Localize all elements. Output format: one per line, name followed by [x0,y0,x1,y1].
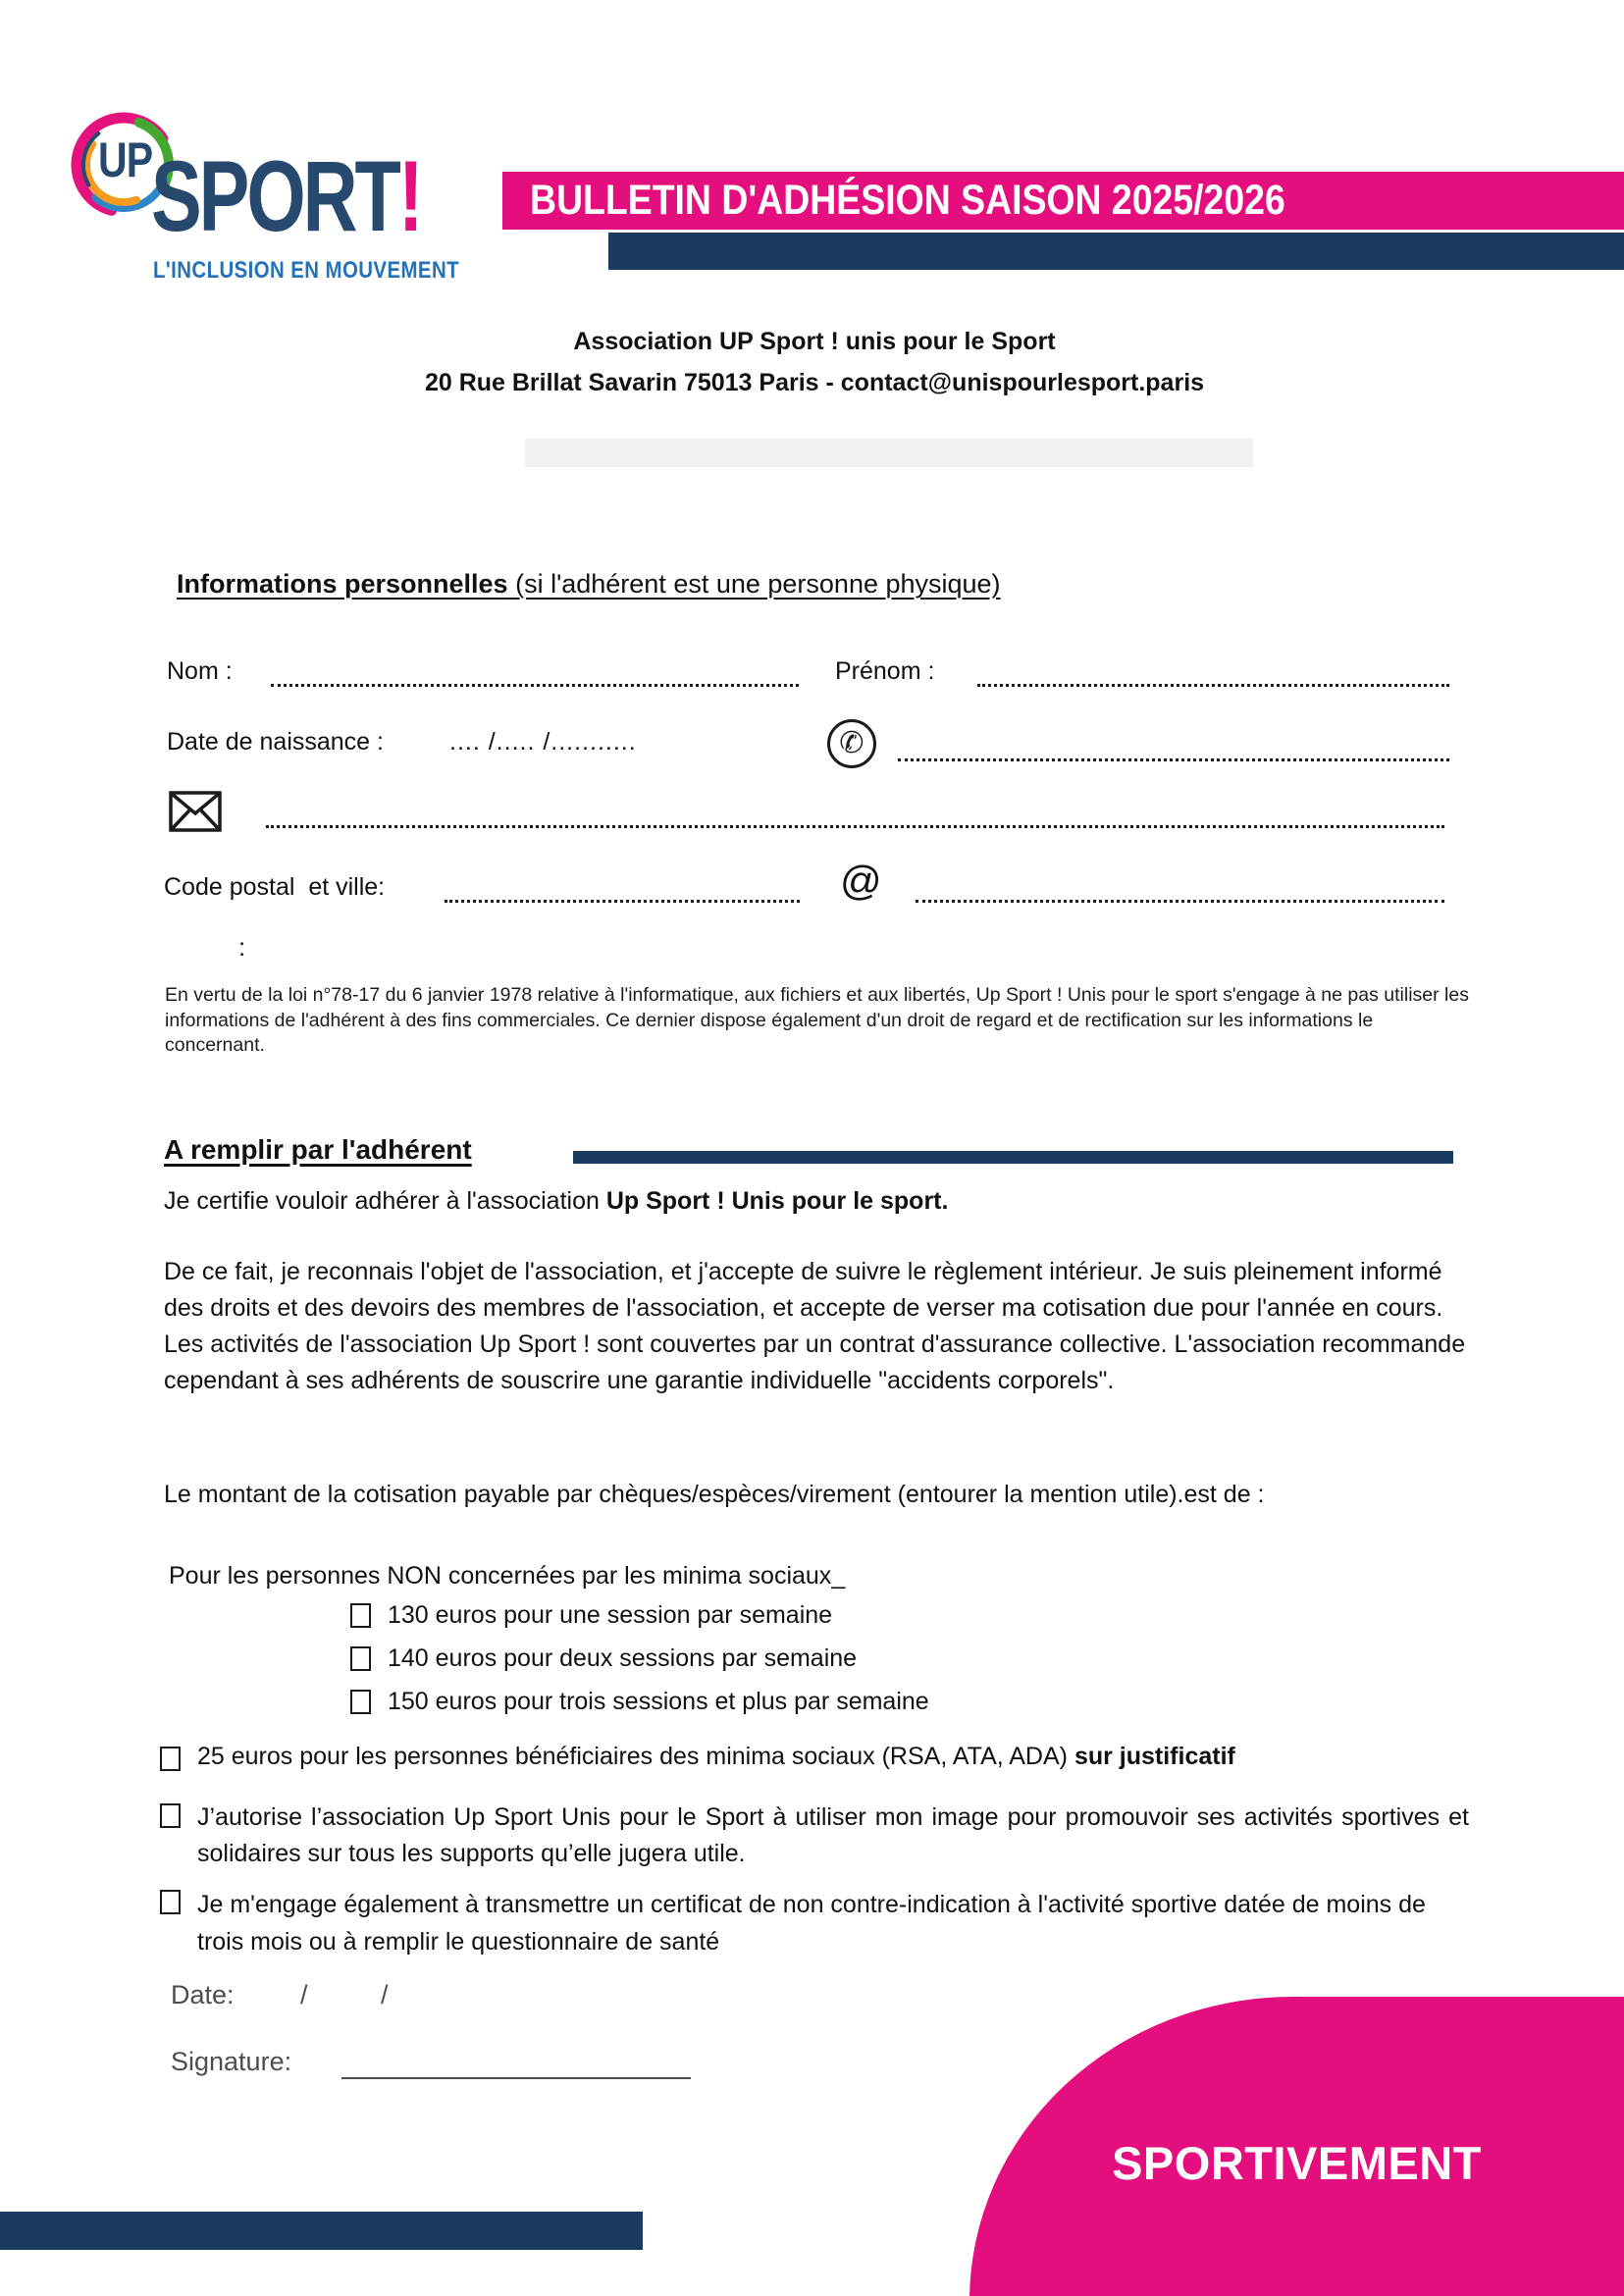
legal-notice: En vertu de la loi n°78-17 du 6 janvier 1978 relative à l'informatique, aux fichiers et aux libertés, Up Sport ! Unis pour le sport s'engage à ne pas utiliser les informations de l'adhérent à des fins commerciales. Ce dernier dispose également d'un droit de regard et de rectification sur les informations le concernant. [165,984,1469,1056]
date-naissance-label: Date de naissance : [167,728,384,756]
association-contact: 20 Rue Brillat Savarin 75013 Paris - contact@unispourlesport.paris [424,369,1205,396]
nom-label: Nom : [167,657,233,685]
certify-association-name: Up Sport ! Unis pour le sport. [605,1187,949,1215]
checkbox-150-euros[interactable] [350,1690,371,1714]
non-minima-label [169,1562,845,1591]
personal-info-heading-bold: Informations personnelles [177,569,508,599]
personal-info-heading [177,569,1001,600]
prenom-field-line[interactable] [977,684,1449,687]
adherent-section-heading: A remplir par l'adhérent [164,1134,472,1165]
association-name: Association UP Sport ! unis pour le Sport [573,328,1056,355]
association-address-block [159,321,1470,403]
date-label: Date: [171,1980,235,2009]
code-postal-label: Code postal et ville: [164,873,386,901]
sportivement-blob [969,1997,1624,2296]
engagement-paragraph: De ce fait, je reconnais l'objet de l'association, et j'accepte de suivre le règlement intérieur. Je suis pleinement informé des droits et des devoirs des membres de l'association, et accepte de verser ma cotisation due pour l'année en cours. Les activités de l'association Up Sport ! sont couvertes par un contrat d'assurance collective. L'association recommande cependant à ses adhérents de souscrire une garantie individuelle "accidents corporels". [164,1258,1466,1394]
logo-tagline: L'INCLUSION EN MOUVEMENT [153,257,459,284]
signature-label: Signature: [171,2047,292,2076]
envelope-icon [169,791,222,832]
checkbox-certificat[interactable] [160,1890,181,1914]
logo-sport-word: SPORT [151,140,398,252]
label-25-euros-text: 25 euros pour les personnes bénéficiaires des minima sociaux (RSA, ATA, ADA) [197,1743,1074,1770]
at-symbol-icon: @ [840,858,882,904]
sportivement-text: SPORTIVEMENT [1112,2137,1482,2189]
checkbox-130-euros[interactable] [350,1603,371,1628]
telephone-field-line[interactable] [898,758,1449,761]
up-sport-logo [57,90,469,287]
phone-icon [827,719,876,768]
row-droit-image [160,1800,1469,1872]
phone-glyph: ✆ [839,726,864,760]
adherent-heading-rule [573,1151,1453,1164]
footer-navy-bar [0,2212,643,2250]
stray-colon: : [238,932,246,962]
title-banner-underbar [608,233,1624,270]
checkbox-140-euros[interactable] [350,1646,371,1671]
non-minima-text: Pour les personnes NON concernées par les minima sociaux [169,1562,832,1590]
date-slash-2: / [381,1980,389,2009]
adresse-field-line[interactable] [266,825,1444,828]
montant-intro: Le montant de la cotisation payable par chèques/espèces/virement (entourer la mention utile).est de : [164,1481,1265,1508]
title-banner [502,172,1624,230]
option-row-130 [350,1601,832,1630]
option-row-150 [350,1688,929,1716]
nom-field-line[interactable] [271,684,799,687]
code-postal-field-line[interactable] [445,900,800,903]
non-minima-underscore: _ [831,1562,846,1590]
personal-info-heading-rest: (si l'adhérent est une personne physique) [507,569,1001,599]
email-field-line[interactable] [916,900,1444,903]
row-certificat [160,1886,1469,1960]
logo-sport-text [151,140,421,252]
label-25-euros [197,1743,1235,1771]
signature-field-line[interactable] [341,2077,691,2079]
title-banner-text: BULLETIN D'ADHÉSION SAISON 2025/2026 [530,177,1285,224]
option-label-150: 150 euros pour trois sessions et plus par semaine [388,1688,929,1715]
certify-line [164,1187,948,1216]
option-label-140: 140 euros pour deux sessions par semaine [388,1644,858,1672]
label-certificat: Je m'engage également à transmettre un certificat de non contre-indication à l'activité sportive datée de moins de trois mois ou à remplir le questionnaire de santé [197,1891,1426,1956]
prenom-label: Prénom : [835,657,935,685]
label-droit-image: J’autorise l’association Up Sport Unis pour le Sport à utiliser mon image pour promouvoir ses activités sportives et solidaires sur tous les supports qu’elle jugera utile. [197,1803,1469,1867]
checkbox-droit-image[interactable] [160,1803,181,1828]
certify-prefix: Je certifie vouloir adhérer à l'association [164,1187,606,1215]
checkbox-25-euros[interactable] [160,1747,181,1771]
date-slash-1: / [300,1980,308,2009]
option-row-140 [350,1644,857,1673]
option-label-130: 130 euros pour une session par semaine [388,1601,833,1629]
row-25-euros [160,1743,1235,1771]
date-naissance-field[interactable]: .... /..... /........... [449,728,637,756]
decorative-gray-bar [525,439,1253,467]
logo-up-text: UP [98,132,153,187]
label-25-euros-bold: sur justificatif [1074,1743,1235,1770]
logo-exclamation: ! [397,140,421,252]
